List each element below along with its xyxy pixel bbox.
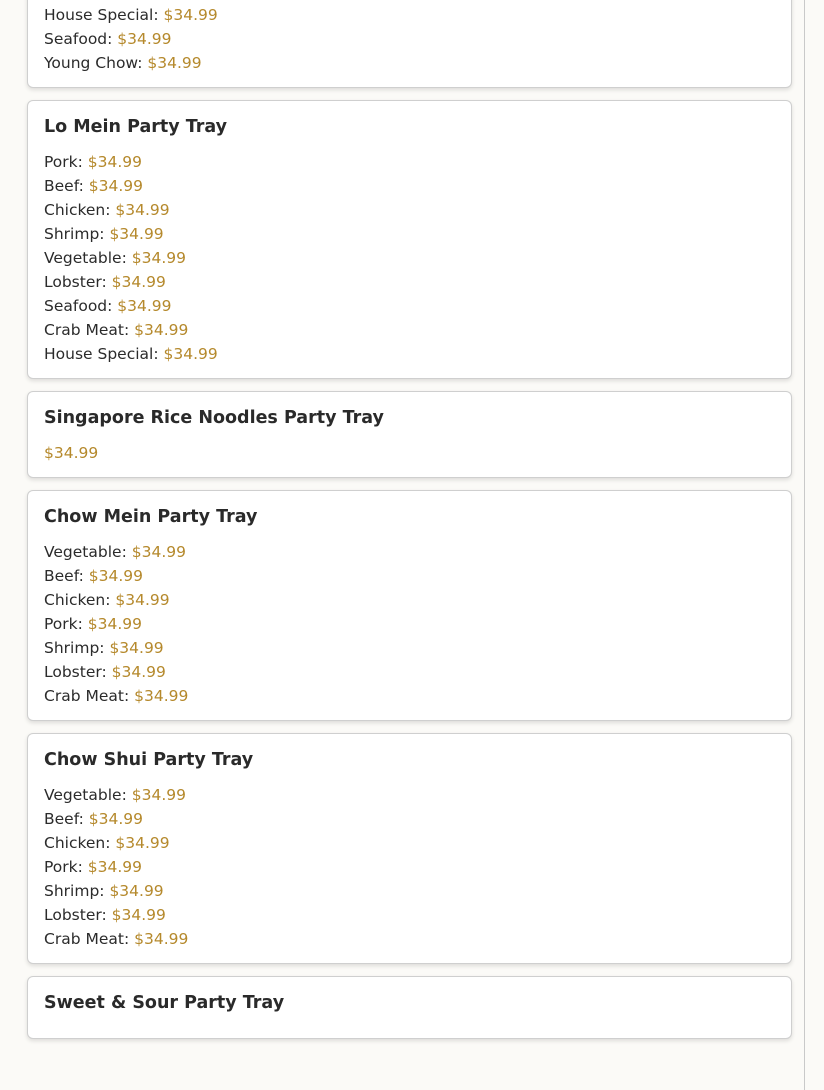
item-price: $34.99 (131, 543, 186, 561)
item-price: $34.99 (131, 786, 186, 804)
menu-card (27, 733, 792, 964)
item-name: Vegetable (44, 786, 122, 804)
item-separator: : (105, 591, 116, 609)
item-separator: : (99, 225, 110, 243)
menu-item[interactable] (44, 270, 775, 294)
menu-item[interactable] (44, 903, 775, 927)
item-price: $34.99 (115, 834, 170, 852)
menu-item[interactable] (44, 342, 775, 366)
menu-item[interactable] (44, 831, 775, 855)
menu-item[interactable] (44, 564, 775, 588)
item-name: House Special (44, 345, 154, 363)
menu-item[interactable] (44, 879, 775, 903)
menu-card (27, 0, 792, 88)
item-separator: : (121, 786, 132, 804)
menu-item[interactable] (44, 174, 775, 198)
menu-item[interactable] (44, 222, 775, 246)
item-separator: : (101, 906, 112, 924)
menu-item[interactable] (44, 246, 775, 270)
menu-item[interactable] (44, 27, 775, 51)
item-name: Crab Meat (44, 687, 124, 705)
item-price: $34.99 (131, 249, 186, 267)
item-price: $34.99 (111, 663, 166, 681)
menu-item[interactable] (44, 150, 775, 174)
item-price: $34.99 (111, 273, 166, 291)
card-title: Lo Mein Party Tray (44, 117, 228, 137)
item-separator: : (153, 345, 164, 363)
menu-item[interactable] (44, 927, 775, 951)
item-name: Beef (44, 567, 79, 585)
item-price: $34.99 (115, 591, 170, 609)
item-separator: : (105, 201, 116, 219)
item-name: Shrimp (44, 639, 100, 657)
item-separator: : (78, 810, 89, 828)
item-name: Beef (44, 810, 79, 828)
menu-card (27, 100, 792, 379)
item-price: $34.99 (134, 687, 189, 705)
item-name: Pork (44, 615, 78, 633)
item-price: $34.99 (87, 615, 143, 633)
item-price: $34.99 (44, 444, 99, 462)
item-separator: : (105, 834, 116, 852)
menu-card (27, 490, 792, 721)
item-separator: : (123, 321, 135, 339)
item-separator: : (78, 177, 89, 195)
card-title: Chow Shui Party Tray (44, 750, 254, 770)
menu-item[interactable] (44, 51, 775, 75)
menu-item[interactable] (44, 294, 775, 318)
item-separator: : (123, 930, 135, 948)
item-name: Lobster (44, 273, 102, 291)
item-price: $34.99 (109, 882, 164, 900)
item-separator: : (78, 567, 89, 585)
menu-item[interactable] (44, 783, 775, 807)
item-price: $34.99 (115, 201, 170, 219)
menu-item[interactable] (44, 660, 775, 684)
item-name: Lobster (44, 663, 102, 681)
menu-item[interactable] (44, 684, 775, 708)
item-name: Beef (44, 177, 79, 195)
menu-item[interactable] (44, 540, 775, 564)
item-price: $34.99 (134, 930, 189, 948)
party-tray-list (27, 0, 792, 1051)
menu-item[interactable] (44, 318, 775, 342)
item-separator: : (99, 639, 110, 657)
menu-item[interactable] (44, 588, 775, 612)
item-name: Seafood (44, 30, 108, 48)
item-separator: : (101, 663, 112, 681)
item-separator: : (123, 687, 135, 705)
item-price: $34.99 (147, 54, 202, 72)
item-price: $34.99 (163, 6, 218, 24)
menu-item[interactable] (44, 441, 775, 465)
menu-item[interactable] (44, 3, 775, 27)
item-name: Vegetable (44, 249, 122, 267)
item-name: Shrimp (44, 225, 100, 243)
menu-item[interactable] (44, 198, 775, 222)
item-name: Vegetable (44, 543, 122, 561)
item-name: Crab Meat (44, 930, 124, 948)
card-title: Sweet & Sour Party Tray (44, 993, 285, 1013)
item-name: Pork (44, 858, 78, 876)
item-separator: : (99, 882, 110, 900)
item-name: Young Chow (44, 54, 138, 72)
item-name: Pork (44, 153, 78, 171)
item-price: $34.99 (134, 321, 189, 339)
item-price: $34.99 (87, 153, 143, 171)
item-name: Chicken (44, 591, 106, 609)
item-price: $34.99 (109, 225, 164, 243)
item-separator: : (77, 858, 88, 876)
item-name: Crab Meat (44, 321, 124, 339)
item-name: Shrimp (44, 882, 100, 900)
item-separator: : (77, 153, 88, 171)
item-price: $34.99 (111, 906, 166, 924)
item-name: Chicken (44, 834, 106, 852)
menu-card (27, 976, 792, 1039)
item-name: Chicken (44, 201, 106, 219)
card-title: Chow Mein Party Tray (44, 507, 258, 527)
item-separator: : (121, 249, 132, 267)
item-name: House Special (44, 6, 154, 24)
item-name: Lobster (44, 906, 102, 924)
menu-item[interactable] (44, 612, 775, 636)
item-separator: : (121, 543, 132, 561)
item-separator: : (77, 615, 88, 633)
menu-card (27, 391, 792, 478)
item-price: $34.99 (88, 810, 144, 828)
item-separator: : (137, 54, 148, 72)
item-price: $34.99 (117, 297, 172, 315)
item-name: Seafood (44, 297, 108, 315)
item-separator: : (101, 273, 112, 291)
item-separator: : (107, 30, 118, 48)
item-price: $34.99 (88, 567, 144, 585)
item-price: $34.99 (163, 345, 218, 363)
item-price: $34.99 (87, 858, 143, 876)
menu-item[interactable] (44, 636, 775, 660)
menu-item[interactable] (44, 807, 775, 831)
item-price: $34.99 (88, 177, 144, 195)
item-price: $34.99 (117, 30, 172, 48)
item-separator: : (107, 297, 118, 315)
menu-item[interactable] (44, 855, 775, 879)
item-price: $34.99 (109, 639, 164, 657)
item-separator: : (153, 6, 164, 24)
card-title: Singapore Rice Noodles Party Tray (44, 408, 384, 428)
